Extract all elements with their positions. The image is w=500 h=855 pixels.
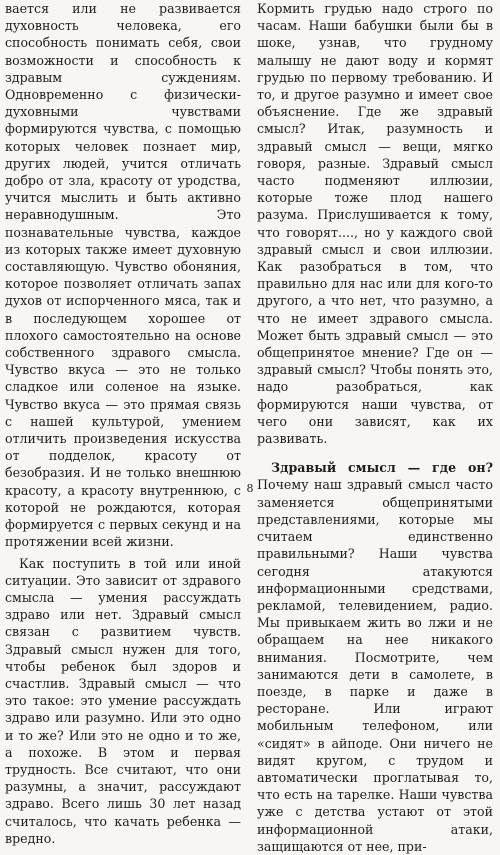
section-heading: Здравый смысл — где он?	[271, 460, 493, 476]
left-column	[5, 0, 241, 847]
left-paragraph-1: вается или не развивается духовность человека, его способность понимать себя, свои возможности и способность к здравым суждениям. Одновременно с физически-духовными чувствами формируются чувства, с помощью которых человек познает мир, других людей, учится отличать добро от зла, красоту от уродства, учится мыслить и быть активно неравнодушным. Это познавательные чувства, каждое из которых также имеет духовную составляющую. Чувство обоняния, которое позволяет отличать запах духов от испорченного мяса, так и в последующем хорошее от плохого самостоятельно на основе собственного здравого смысла. Чувство вкуса — это не только сладкое или соленое на языке. Чувство вкуса — это прямая связь с нашей культурой, умением отличить произведения искусства от подделок, красоту от безобразия. И не только внешнюю красоту, а красоту внутреннюю, с которой не рождаются, которая формируется с первых секунд и на протяжении всей жизни.	[5, 1, 241, 550]
left-paragraph-2: Как поступить в той или иной ситуации. Это зависит от здравого смысла — умения рассуждать здраво или нет. Здравый смысл связан с развитием чувств. Здравый смысл нужен для того, чтобы ребенок был здоров и счастлив. Здравый смысл — что это такое: это умение рассуждать здраво или разумно. Или это одно и то же? Или это не одно и то же, а похоже. В этом и первая трудность. Все считают, что они разумны, а значит, рассуждают здраво. Всего лишь 30 лет назад считалось, что качать ребенка — вредно.	[5, 555, 241, 846]
right-paragraph-2-text: Почему наш здравый смысл часто заменяется общепринятыми представлениями, которые мы считаем единственно правильными? Наши чувства сегодня атакуются информационными средствами, рекламой, телевидением, радио. Мы привыкаем жить во лжи и не обращаем на нее никакого внимания. Посмотрите, чем занимаются дети в самолете, в поезде, в парке и даже в ресторане. Или играют мобильным телефоном, или «сидят» в айподе. Они ничего не видят кругом, с трудом и автоматически проглатывая то, что есть на тарелке. Наши чувства уже с детства устают от этой информационной атаки, защищаются от нее, при-	[257, 477, 493, 854]
right-paragraph-1: Кормить грудью надо строго по часам. Наши бабушки были бы в шоке, узнав, что грудному малышу не дают воду и кормят грудью по первому требованию. И то, и другое разумно и имеет свое объяснение. Где же здравый смысл? Итак, разумность и здравый смысл — вещи, мягко говоря, разные. Здравый смысл часто подменяют иллюзии, которые тоже плод нашего разума. Прислушивается к тому, что говорят...., но у каждого свой здравый смысл и свои иллюзии. Как разобраться в том, что правильно для нас или для кого-то другого, а что нет, что разумно, а что не имеет здравого смысла. Может быть здравый смысл — это общепринятое мнение? Где он — здравый смысл? Чтобы понять это, надо разобраться, как формируются наши чувства, от чего они зависят, как их развивать.	[257, 1, 493, 447]
right-column	[257, 0, 493, 855]
right-paragraph-2	[257, 459, 493, 855]
page-number: 8	[246, 482, 254, 495]
